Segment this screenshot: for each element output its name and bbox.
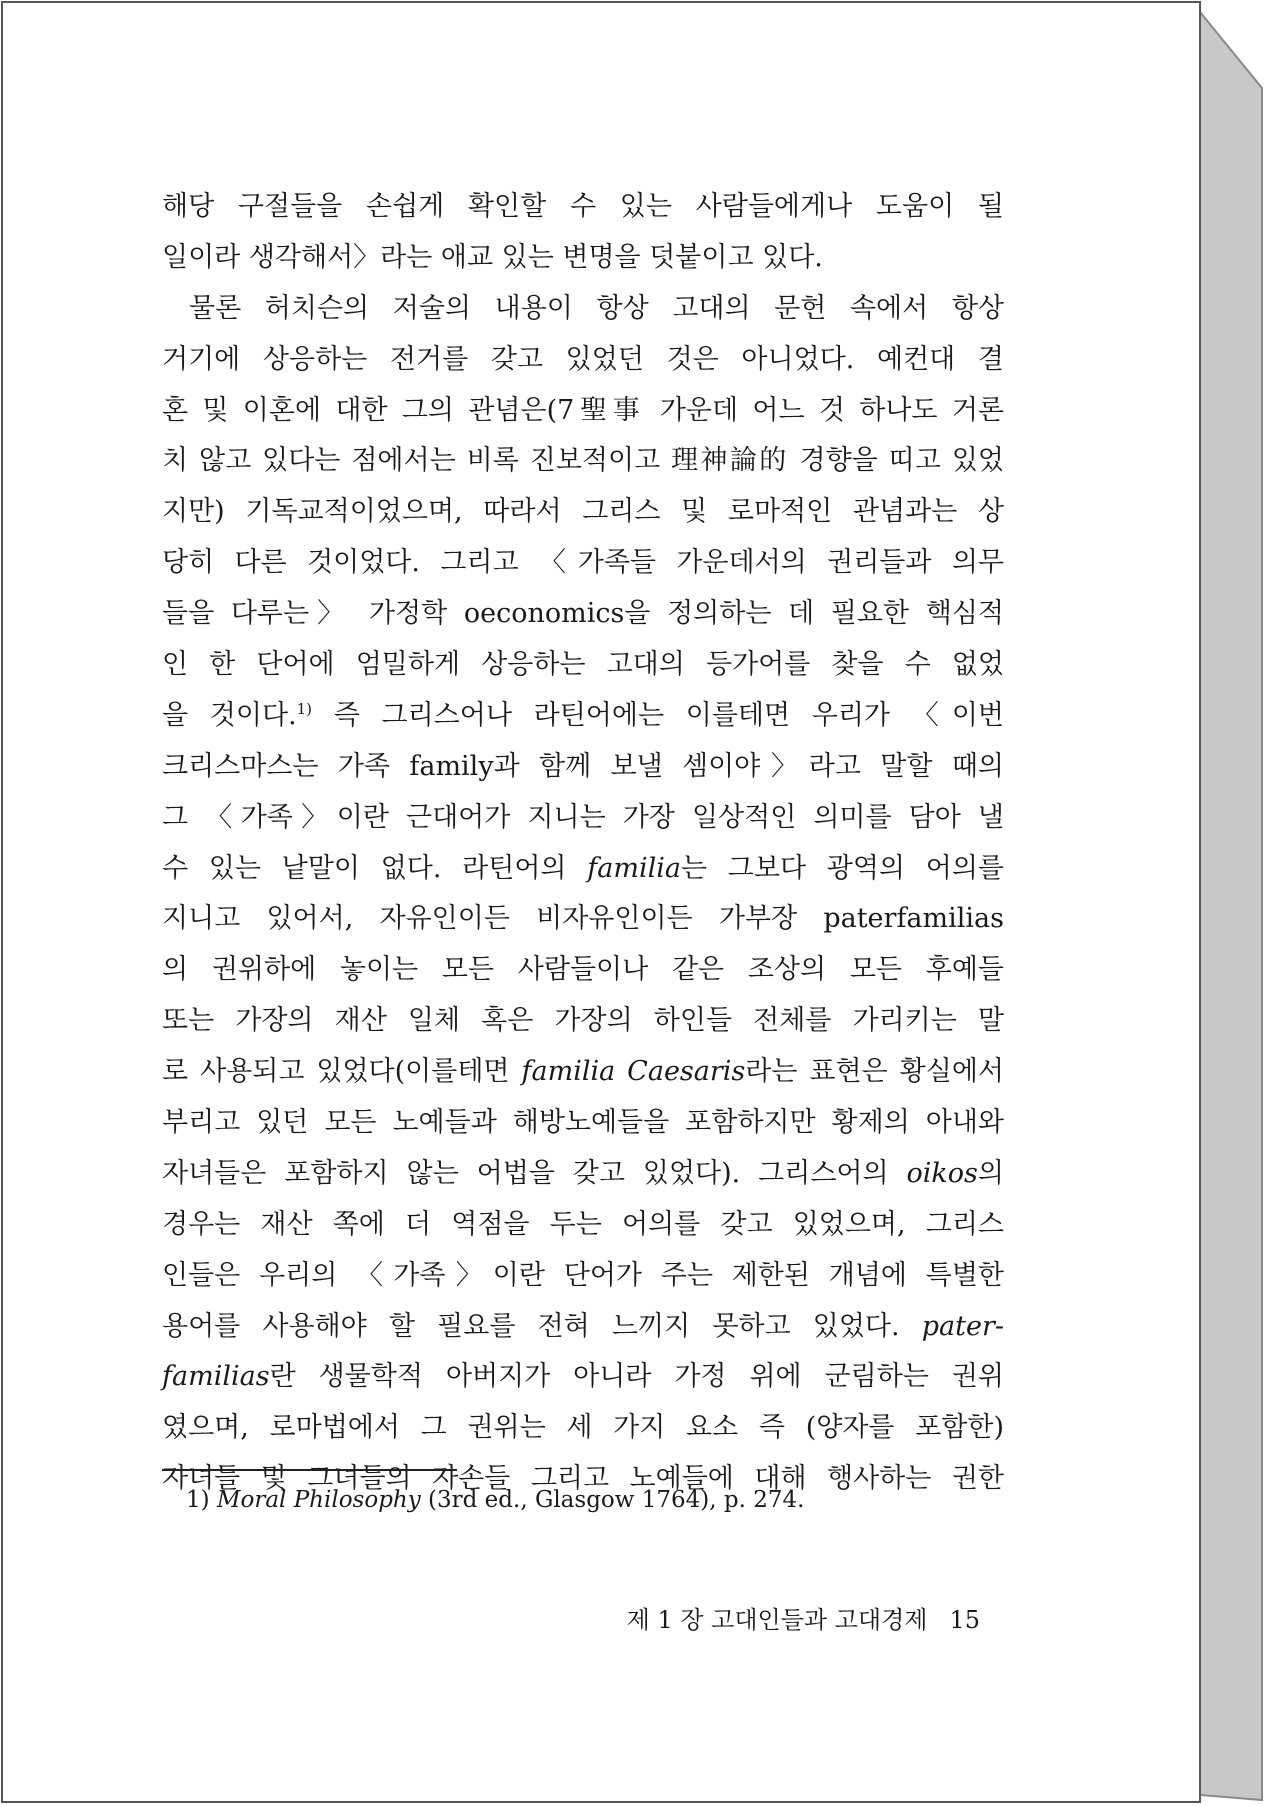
footnote-label: 1) bbox=[186, 1487, 210, 1513]
text-line: 혼 및 이혼에 대한 그의 관념은(7聖事 가운데 어느 것 하나도 거론 bbox=[162, 394, 1004, 426]
text-line: 물론 허치슨의 저술의 내용이 항상 고대의 문헌 속에서 항상 bbox=[189, 292, 1004, 324]
text-line bbox=[162, 1149, 1004, 1200]
footnote bbox=[186, 1487, 804, 1513]
text-segment: 란 생물학적 아버지가 아니라 가정 위에 군림하는 권위 bbox=[269, 1361, 1004, 1393]
text-line: 들을 다루는〉 가정학 oeconomics을 정의하는 데 필요한 핵심적 bbox=[162, 598, 1004, 630]
text-line: 그 〈가족〉이란 근대어가 지니는 가장 일상적인 의미를 담아 낼 bbox=[162, 801, 1004, 833]
text-line: 인들은 우리의 〈가족〉이란 단어가 주는 제한된 개념에 특별한 bbox=[162, 1259, 1004, 1291]
text-line: 지만) 기독교적이었으며, 따라서 그리스 및 로마적인 관념과는 상 bbox=[162, 496, 1004, 528]
text-line: 인 한 단어에 엄밀하게 상응하는 고대의 등가어를 찾을 수 없었 bbox=[162, 649, 1004, 681]
text-segment: 용어를 사용해야 할 필요를 전혀 느끼지 못하고 있었다. bbox=[162, 1310, 922, 1342]
text-line bbox=[162, 1352, 1004, 1403]
running-footer bbox=[627, 1600, 980, 1635]
text-segment: 즉 그리스어나 라틴어에는 이를테면 우리가 〈이번 bbox=[333, 699, 1004, 731]
text-segment: 로 사용되고 있었다(이를테면 bbox=[162, 1056, 522, 1088]
text-line: 자녀들 및 그녀들의 자손들 그리고 노예들에 대해 행사하는 권한 bbox=[162, 1463, 1004, 1495]
italic-term: familia bbox=[587, 852, 681, 884]
italic-term: pater- bbox=[921, 1310, 1004, 1342]
text-line: 경우는 재산 쪽에 더 역점을 두는 어의를 갖고 있었으며, 그리스 bbox=[162, 1208, 1004, 1240]
text-segment: 의 bbox=[977, 1157, 1004, 1189]
body-text bbox=[162, 182, 1004, 1505]
italic-term: familias bbox=[162, 1361, 270, 1393]
text-line bbox=[162, 1047, 1004, 1098]
text-segment: 는 그보다 광역의 어의를 bbox=[680, 852, 1004, 884]
text-line: 당히 다른 것이었다. 그리고 〈가족들 가운데서의 권리들과 의무 bbox=[162, 547, 1004, 579]
chapter-title: 제 1 장 고대인들과 고대경제 bbox=[626, 1606, 928, 1634]
text-segment: 수 있는 낱말이 없다. 라틴어의 bbox=[162, 852, 588, 884]
text-segment: 을 것이다. bbox=[162, 699, 297, 731]
text-line: 크리스마스는 가족 family과 함께 보낼 셈이야〉라고 말할 때의 bbox=[162, 750, 1004, 782]
footnote-divider bbox=[162, 1469, 457, 1471]
text-line bbox=[162, 1302, 1004, 1353]
text-line: 의 권위하에 놓이는 모든 사람들이나 같은 조상의 모든 후예들 bbox=[162, 954, 1004, 986]
page-number: 15 bbox=[949, 1606, 980, 1634]
text-line: 부리고 있던 모든 노예들과 해방노예들을 포함하지만 황제의 아내와 bbox=[162, 1107, 1004, 1139]
text-line bbox=[162, 844, 1004, 895]
footnote-citation: (3rd ed., Glasgow 1764), p. 274. bbox=[428, 1487, 805, 1513]
text-line: 치 않고 있다는 점에서는 비록 진보적이고 理神論的 경향을 띠고 있었 bbox=[162, 445, 1004, 477]
text-line: 지니고 있어서, 자유인이든 비자유인이든 가부장 paterfamilias bbox=[162, 903, 1004, 935]
text-line bbox=[162, 691, 1004, 742]
text-line: 였으며, 로마법에서 그 권위는 세 가지 요소 즉 (양자를 포함한) bbox=[162, 1412, 1004, 1444]
text-segment: 자녀들은 포함하지 않는 어법을 갖고 있었다). 그리스어의 bbox=[162, 1157, 907, 1189]
text-line: 거기에 상응하는 전거를 갖고 있었던 것은 아니었다. 예컨대 결 bbox=[162, 343, 1004, 375]
italic-term: familia Caesaris bbox=[521, 1056, 746, 1088]
italic-term: oikos bbox=[906, 1157, 978, 1189]
footnote-title: Moral Philosophy bbox=[216, 1487, 421, 1513]
text-line: 일이라 생각해서〉라는 애교 있는 변명을 덧붙이고 있다. bbox=[162, 241, 823, 273]
text-line: 또는 가장의 재산 일체 혹은 가장의 하인들 전체를 가리키는 말 bbox=[162, 1005, 1004, 1037]
footnote-marker: 1) bbox=[296, 699, 313, 718]
text-line: 해당 구절들을 손쉽게 확인할 수 있는 사람들에게나 도움이 될 bbox=[162, 191, 1004, 222]
text-segment: 라는 표현은 황실에서 bbox=[745, 1056, 1005, 1088]
